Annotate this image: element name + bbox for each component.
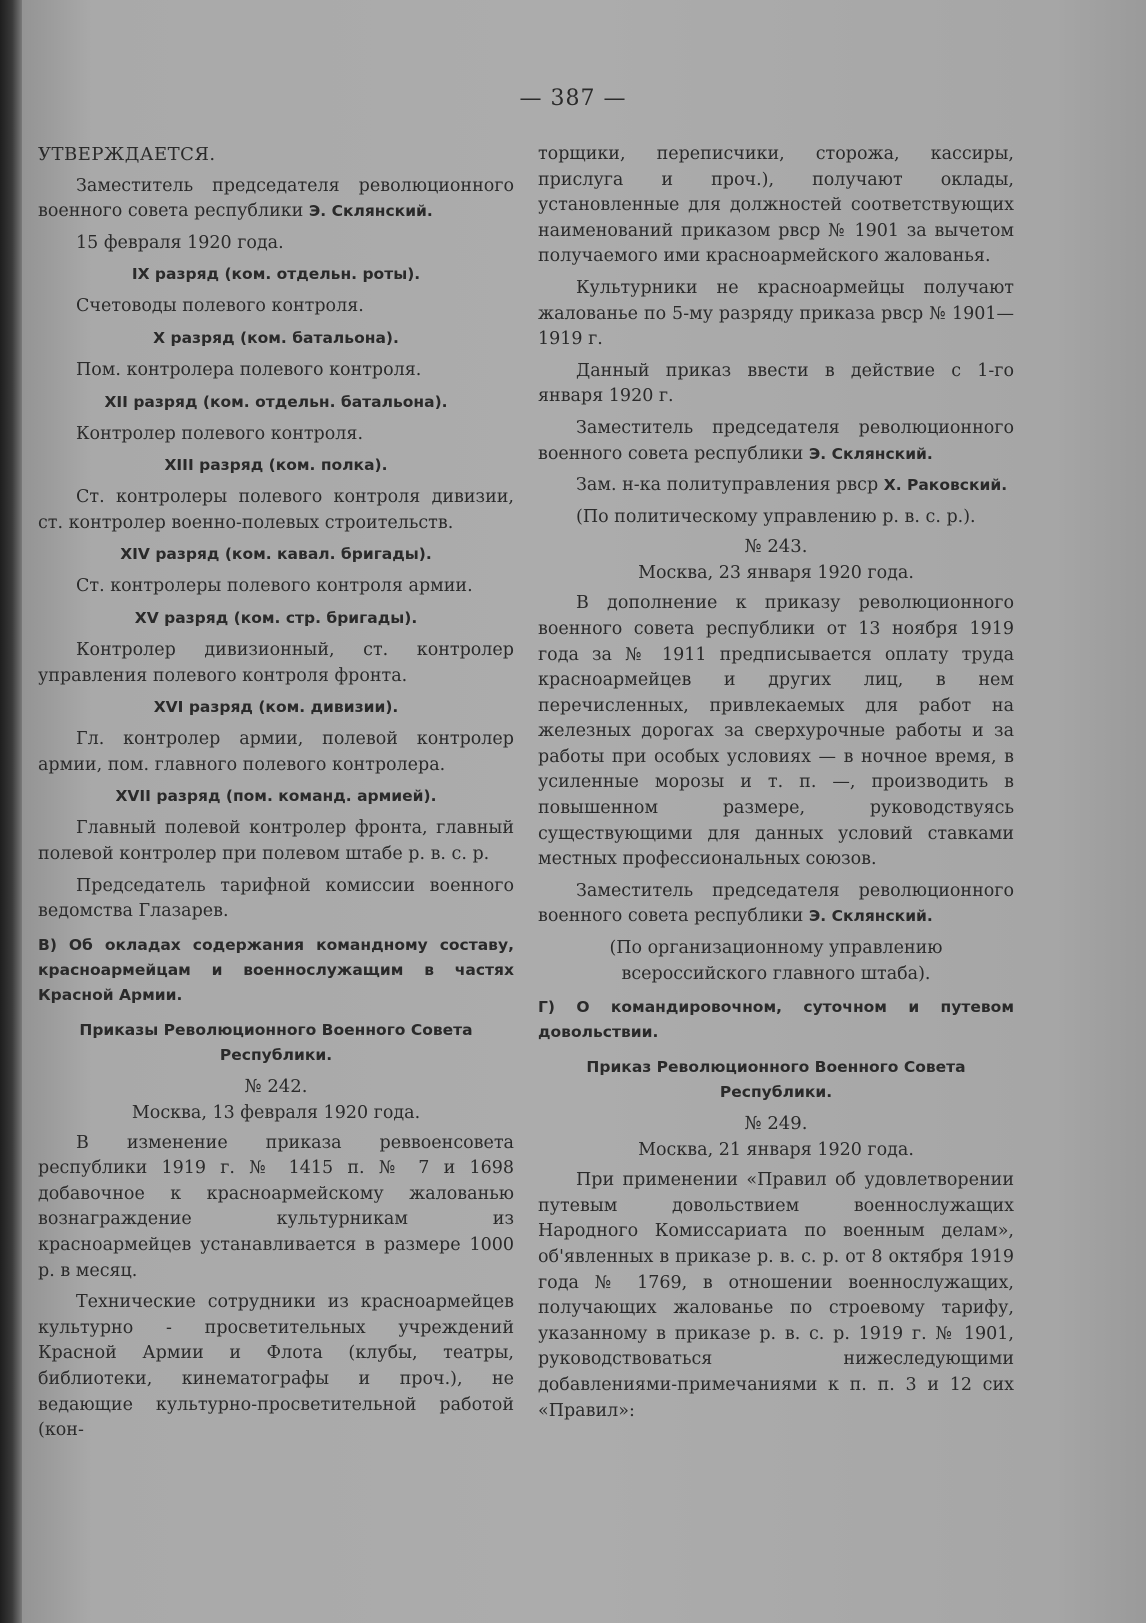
rank-title: XIV разряд (ком. кавал. бригады). — [120, 545, 432, 564]
order-paragraph: При применении «Правил об удовлетворении путевым довольствием военнослужащих Народного Комиссариата по военным делам», об'явленных в приказе р. в. с. р. от 8 октября 1919 года № 1769, в отношении военнослужащих, получающих жалованье по строевому тарифу, указанному в приказе р. в. с. р. 1919 г. № 1901, руководствоваться нижеследующими добавлениями-примечаниями к п. п. 3 и 12 сих «Правил»: — [538, 1170, 1014, 1421]
signature-name: Э. Склянский. — [808, 444, 933, 463]
order-date: Москва, 21 января 1920 года. — [638, 1140, 914, 1161]
signature-name: Э. Склянский. — [808, 907, 933, 926]
rank-title: XII разряд (ком. отдельн. батальона). — [104, 392, 448, 411]
rank-text: Счетоводы полевого контроля. — [76, 296, 364, 317]
right-column — [538, 142, 1014, 1430]
department-note: (По политическому управлению р. в. с. р.). — [576, 506, 976, 527]
signature-name: Х. Раковский. — [883, 476, 1008, 495]
signature-block — [538, 416, 1014, 467]
approved-heading: УТВЕРЖДАЕТСЯ. — [38, 144, 216, 165]
chairman-text: Председатель тарифной комиссии военного ведомства — [38, 875, 514, 922]
section-b-heading: В) Об окладах содержания командному составу, красноармейцам и военнослужащим в частях Красной Армии. — [38, 935, 514, 1004]
rank-text: Контролер дивизионный, ст. контролер управления полевого контроля фронта. — [38, 639, 514, 686]
rank-title: XVII разряд (пом. команд. армией). — [115, 787, 437, 806]
signature-text: Заместитель председателя революционного военного совета республики — [538, 417, 1014, 464]
chairman-signature — [38, 874, 514, 925]
effect-paragraph: Данный приказ ввести в действие с 1-го января 1920 г. — [538, 360, 1014, 407]
order-paragraph: Технические сотрудники из красноармейцев культурно - просветительных учреждений Красной Армии и Флота (клубы, театры, библиотеки, кинематографы и проч.), не ведающие культурно-просветительной работой (кон- — [38, 1292, 514, 1441]
rank-text: Пом. контролера полевого контроля. — [76, 359, 422, 380]
culture-paragraph: Культурники не красноармейцы получают жалованье по 5-му разряду приказа рвср № 1901—1919 г. — [538, 277, 1014, 350]
order-date: Москва, 23 января 1920 года. — [638, 563, 914, 584]
rank-text: Контролер полевого контроля. — [76, 423, 364, 444]
signature-text: Заместитель председателя революционного военного совета республики — [538, 880, 1014, 927]
signature-block — [538, 473, 1014, 499]
rank-title: IX разряд (ком. отдельн. роты). — [131, 265, 421, 284]
rank-text: Гл. контролер армии, полевой контролер армии, пом. главного полевого контролера. — [38, 729, 514, 775]
approver-line: Заместитель председателя революционного военного совета республики — [38, 175, 514, 222]
rank-title: XVI разряд (ком. дивизии). — [153, 698, 399, 717]
order-number: № 243. — [744, 536, 808, 558]
chairman-name: Глазарев. — [138, 901, 229, 922]
approver-block — [38, 174, 514, 225]
signature-text: Зам. н-ка политуправления рвср — [576, 475, 879, 496]
order-paragraph: В изменение приказа реввоенсовета республики 1919 г. № 1415 п. № 7 и 1698 добавочное к красноармейскому жалованью вознаграждение культурникам из красноармейцев устанавливается в размере 1000 р. в месяц. — [38, 1132, 514, 1281]
order-heading: Приказ Революционного Военного Совета Республики. — [586, 1058, 966, 1102]
rank-title: XIII разряд (ком. полка). — [164, 456, 388, 475]
orders-heading: Приказы Революционного Военного Совета Республики. — [79, 1020, 473, 1064]
page-number: — 387 — — [519, 86, 627, 111]
book-spine-shadow — [0, 0, 22, 1623]
left-column — [38, 142, 514, 1450]
section-g-heading: Г) О командировочном, суточном и путевом довольствии. — [538, 998, 1014, 1042]
approved-date: 15 февраля 1920 года. — [76, 232, 284, 253]
rank-title: XV разряд (ком. стр. бригады). — [134, 608, 418, 627]
rank-text: Ст. контролеры полевого контроля дивизии, ст. контролер военно-полевых строительств. — [38, 487, 514, 533]
continued-paragraph: торщики, переписчики, сторожа, кассиры, прислуга и проч.), получают оклады, установленные для должностей соответствующих наименований приказом рвср № 1901 за вычетом получаемого ими красноармейского жалованья. — [538, 144, 1014, 267]
order-number: № 249. — [744, 1113, 808, 1135]
rank-title: X разряд (ком. батальона). — [153, 328, 399, 347]
rank-text: Ст. контролеры полевого контроля армии. — [76, 576, 473, 597]
department-note: (По организационному управлению всероссийского главного штаба). — [609, 938, 943, 984]
order-number: № 242. — [244, 1075, 308, 1097]
rank-text: Главный полевой контролер фронта, главный полевой контролер при полевом штабе р. в. с. р. — [38, 818, 514, 864]
signature-block — [538, 879, 1014, 930]
order-paragraph: В дополнение к приказу революционного военного совета республики от 13 ноября 1919 года за № 1911 предписывается оплату труда красноармейцев и других лиц, в нем перечисленных, привлекаемых для работ на железных дорогах за сверхурочные работы и за работы при особых условиях — в ночное время, в усиленные морозы и т. п. —, производить в повышенном размере, руководствуясь существующими для данных условий ставками местных профессиональных союзов. — [538, 593, 1014, 870]
approver-name: Э. Склянский. — [308, 202, 433, 221]
order-date: Москва, 13 февраля 1920 года. — [131, 1102, 421, 1123]
